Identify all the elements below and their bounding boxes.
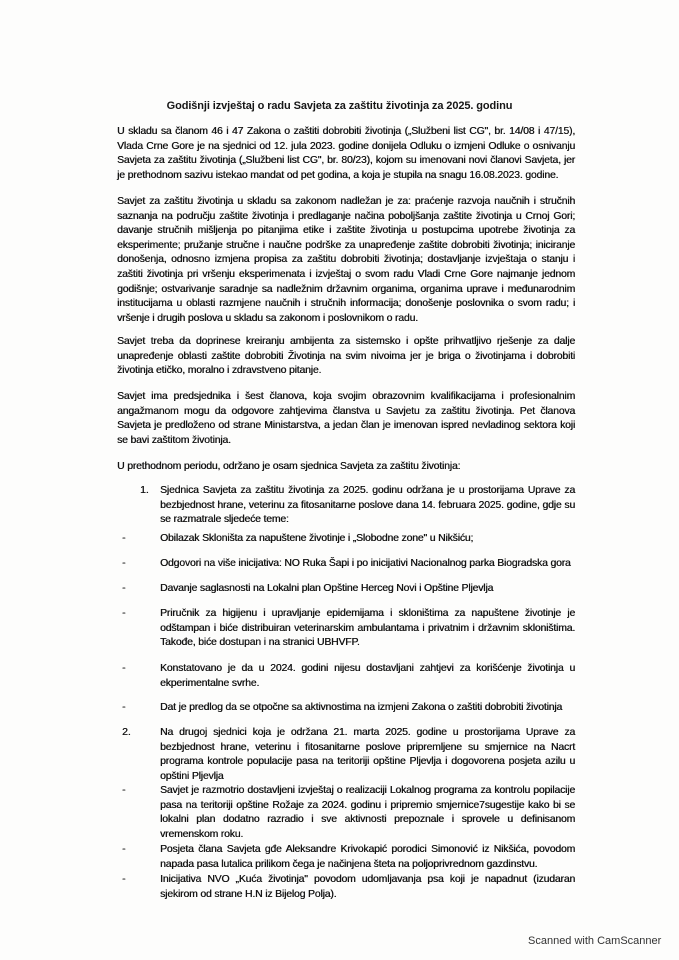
paragraph-legal-basis: U skladu sa članom 46 i 47 Zakona o zaštiti dobrobiti životinja („Službeni list CG", br. 14/08 i 47/15), Vlada Crne Gore je na sjednici od 12. jula 2023. godine donijela Odluku o izmjeni Odluke o osnivanju Savjeta za zaštitu životinja („Službeni list CG", br. 80/23), kojom su imenovani novi članovi Savjeta, jer je prethodnom sazivu istekao mandat od pet godina, a koja je stupila na snagu 16.08.2023. godine. [117, 126, 575, 181]
bullet-marker: - [122, 663, 126, 674]
bullet-marker: - [122, 583, 126, 594]
bullet-marker: - [122, 844, 126, 855]
bullet-marker: - [122, 608, 126, 619]
document-title: Godišnji izvještaj o radu Savjeta za zaštitu životinja za 2025. godinu [166, 100, 513, 112]
bullet-marker: - [122, 874, 126, 885]
session-2-bullet: Inicijativa NVO „Kuća životinja" povodom udomljavanja psa koji je napadnut (izudaran sjekirom od strane H.N iz Bijelog Polja). [160, 874, 575, 900]
session-1-bullet: Dat je predlog da se otpočne sa aktivnostima na izmjeni Zakona o zaštiti dobrobiti životinja [160, 702, 563, 713]
session-number: 1. [140, 485, 149, 496]
paragraph-members: Savjet ima predsjednika i šest članova, koja svojim obrazovnim kvalifikacijama i profesionalnim angažmanom mogu da odgovore zahtjevima članstva u Savjetu za zaštitu životinja. Pet članova Savjeta je predloženo od strane Ministarstva, a jedan član je imenovan ispred nevladinog sektora koji se bavi zaštitom životinja. [117, 391, 575, 446]
camscanner-watermark: Scanned with CamScanner [528, 935, 662, 947]
bullet-marker: - [122, 702, 126, 713]
session-1-bullet: Konstatovano je da u 2024. godini nijesu dostavljani zahtjevi za korišćenje životinja u ekperimentalne svrhe. [160, 663, 575, 689]
session-2-text: Na drugoj sjednici koja je održana 21. marta 2025. godine u prostorijama Uprave za bezbjednost hrane, veterinu i fitosanitarne poslove pripremljene su smjernice na Nacrt programa kontrole populacije pasa na teritoriji opštine Pljevlja i dogovorena posjeta azilu u opštini Pljevlja [160, 727, 575, 782]
bullet-marker: - [122, 785, 126, 796]
session-2-bullet: Posjeta člana Savjeta gđe Aleksandre Krivokapić porodici Simonović iz Nikšića, povodom napada pasa lutalica prilikom čega je načinjena šteta na poljoprivrednom gazdinstvu. [160, 844, 575, 870]
session-1-bullet: Obilazak Skloništa za napuštene životinje i „Slobodne zone" u Nikšiću; [160, 533, 474, 544]
paragraph-sessions-intro: U prethodnom periodu, održano je osam sjednica Savjeta za zaštitu životinja: [117, 461, 461, 472]
session-1-text: Sjednica Savjeta za zaštitu životinja za 2025. godinu održana je u prostorijama Uprave za bezbjednost hrane, veterinu za fitosanitarne poslove dana 14. februara 2025. godine, gdje su se razmatrale sljedeće teme: [160, 485, 575, 526]
paragraph-goal: Savjet treba da doprinese kreiranju ambijenta za sistemsko i opšte prihvatljivo rješenje za dalje unapređenje oblasti zaštite dobrobiti Životinja na svim nivoima jer je briga o životinjama i dobrobiti životinja etičko, moralno i zdravstveno pitanje. [117, 336, 575, 377]
session-1-bullet: Odgovori na više inicijativa: NO Ruka Šapi i po inicijativi Nacionalnog parka Biogradska gora [160, 558, 571, 569]
bullet-marker: - [122, 533, 126, 544]
session-2-bullet: Savjet je razmotrio dostavljeni izvještaj o realizaciji Lokalnog programa za kontrolu popilacije pasa na teritoriji opštine Rožaje za 2024. godinu i pripremio smjernice7sugestije kako bi se lokalni plan dodatno razradio i sve aktivnosti prepoznale i sprovele u definisanom vremenskom roku. [160, 785, 575, 840]
bullet-marker: - [122, 558, 126, 569]
session-number: 2. [122, 727, 131, 738]
session-1-bullet: Priručnik za higijenu i upravljanje epidemijama i skloništima za napuštene životinje je odštampan i biće distribuiran veterinarskim ambulantama i privatnim i državnim skloništima. Takođe, biće dostupan i na stranici UBHVFP. [160, 608, 575, 649]
session-1-bullet: Davanje saglasnosti na Lokalni plan Opštine Herceg Novi i Opštine Pljevlja [160, 583, 494, 594]
paragraph-competences: Savjet za zaštitu životinja u skladu sa zakonom nadležan je za: praćenje razvoja naučnih i stručnih saznanja na području zaštite životinja i predlaganje načina poboljšanja zaštite životinja u Crnoj Gori; davanje stručnih mišljenja po pitanjima etike i zaštite životinja u postupcima upotrebe životinja za eksperimente; pružanje stručne i naučne podrške za unapređenje zaštite dobrobiti životinja; iniciranje donošenja, odnosno izmjena propisa za zaštitu dobrobiti životinja; dostavljanje izvještaja o stanju i zaštiti životinja pri vršenju eksperimenata i izvještaj o svom radu Vladi Crne Gore najmanje jednom godišnje; ostvarivanje saradnje sa nadležnim državnim organima, organima uprave i međunarodnim institucijama u oblasti razmjene naučnih i stručnih informacija; donošenje poslovnika o svom radu; i vršenje i drugih poslova u skladu sa zakonom i poslovnikom o radu. [117, 196, 575, 324]
